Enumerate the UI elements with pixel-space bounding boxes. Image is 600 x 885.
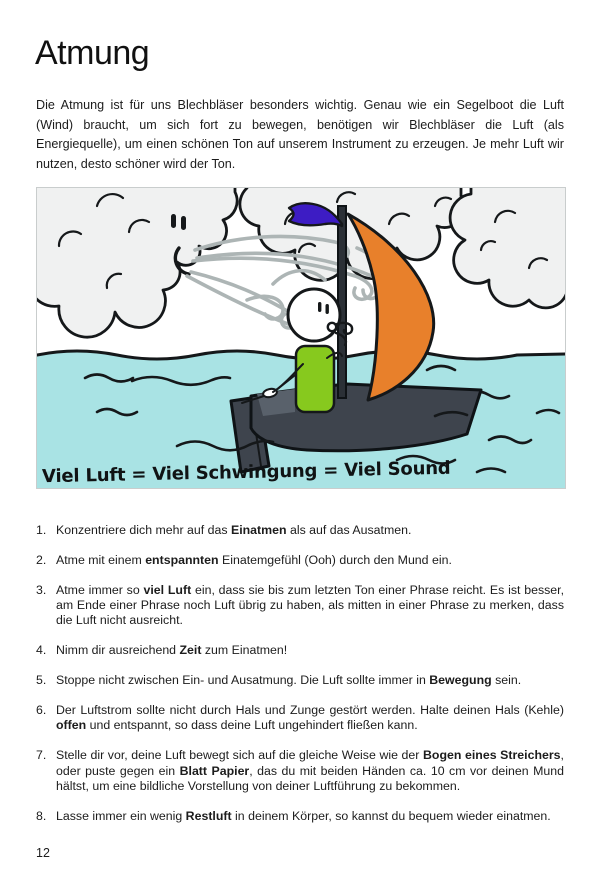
list-item <box>36 553 564 568</box>
list-item-text: Atme immer so viel Luft ein, dass sie bis zum letzten Ton einer Phrase reicht. Es ist besser, am Ende einer Phrase noch Luft übrig zu haben, als mitten in einer Phrase zu merken, dass die Luft nicht ausreicht. <box>56 582 565 628</box>
sailboat-illustration <box>36 187 566 489</box>
list-item-text: Der Luftstrom sollte nicht durch Hals und Zunge gestört werden. Halte deinen Hals (Kehle) offen und entspannt, so dass deine Luft ungehindert fließen kann. <box>56 703 564 733</box>
list-item-text: Konzentriere dich mehr auf das Einatmen als auf das Ausatmen. <box>56 523 412 537</box>
list-item-text: Nimm dir ausreichend Zeit zum Einatmen! <box>56 643 288 658</box>
page-title: Atmung <box>35 34 150 72</box>
list-item <box>36 748 564 794</box>
list-item-text: Atme mit einem entspannten Einatemgefühl (Ooh) durch den Mund ein. <box>56 552 452 567</box>
list-item-number: 5. <box>36 673 47 688</box>
sailor-head <box>288 289 340 341</box>
page-number: 12 <box>36 846 50 860</box>
list-item-number: 2. <box>36 552 47 567</box>
list-item-number: 3. <box>36 582 47 597</box>
tips-list <box>36 523 564 824</box>
list-item-text: Lasse immer ein wenig Restluft in deinem Körper, so kannst du bequem wieder einatmen. <box>56 808 551 823</box>
sailboat-drawing <box>37 188 565 488</box>
page-content <box>0 36 600 824</box>
list-item-number: 1. <box>36 523 47 537</box>
intro-paragraph: Die Atmung ist für uns Blechbläser besonders wichtig. Genau wie ein Segelboot die Luft (Wind) braucht, um sich fort zu bewegen, benötigen wir Blechbläser die Luft (als Energiequelle), um einen schönen Ton auf unserem Instrument zu erzeugen. Je mehr Luft wir nutzen, desto schöner wird der Ton. <box>36 98 564 171</box>
illustration-caption: Viel Luft = Viel Schwingung = Viel Sound <box>41 457 451 488</box>
mast <box>338 206 346 398</box>
list-item <box>36 703 564 734</box>
list-item-number: 7. <box>36 748 47 763</box>
list-item <box>36 809 564 824</box>
list-item <box>36 523 564 538</box>
list-item-text: Stelle dir vor, deine Luft bewegt sich auf die gleiche Weise wie der Bogen eines Streichers, oder puste gegen ein Blatt Papier, das du mit beiden Händen ca. 10 cm vor deinen Mund hältst, um eine bildliche Vorstellung von deiner Luftführung zu bekommen. <box>56 748 564 793</box>
list-item-number: 4. <box>36 643 47 658</box>
sailor-mouth <box>328 323 336 331</box>
cloud-eye-right <box>181 216 186 230</box>
list-item <box>36 583 564 629</box>
list-item <box>36 673 564 688</box>
list-item-number: 6. <box>36 703 47 718</box>
list-item <box>36 643 564 658</box>
document-page <box>0 36 600 885</box>
list-item-number: 8. <box>36 808 47 823</box>
list-item-text: Stoppe nicht zwischen Ein- und Ausatmung. Die Luft sollte immer in Bewegung sein. <box>56 673 522 688</box>
sailor-eye-left <box>318 302 321 312</box>
sailor-eye-right <box>326 304 329 314</box>
cloud-eye-left <box>171 214 176 228</box>
